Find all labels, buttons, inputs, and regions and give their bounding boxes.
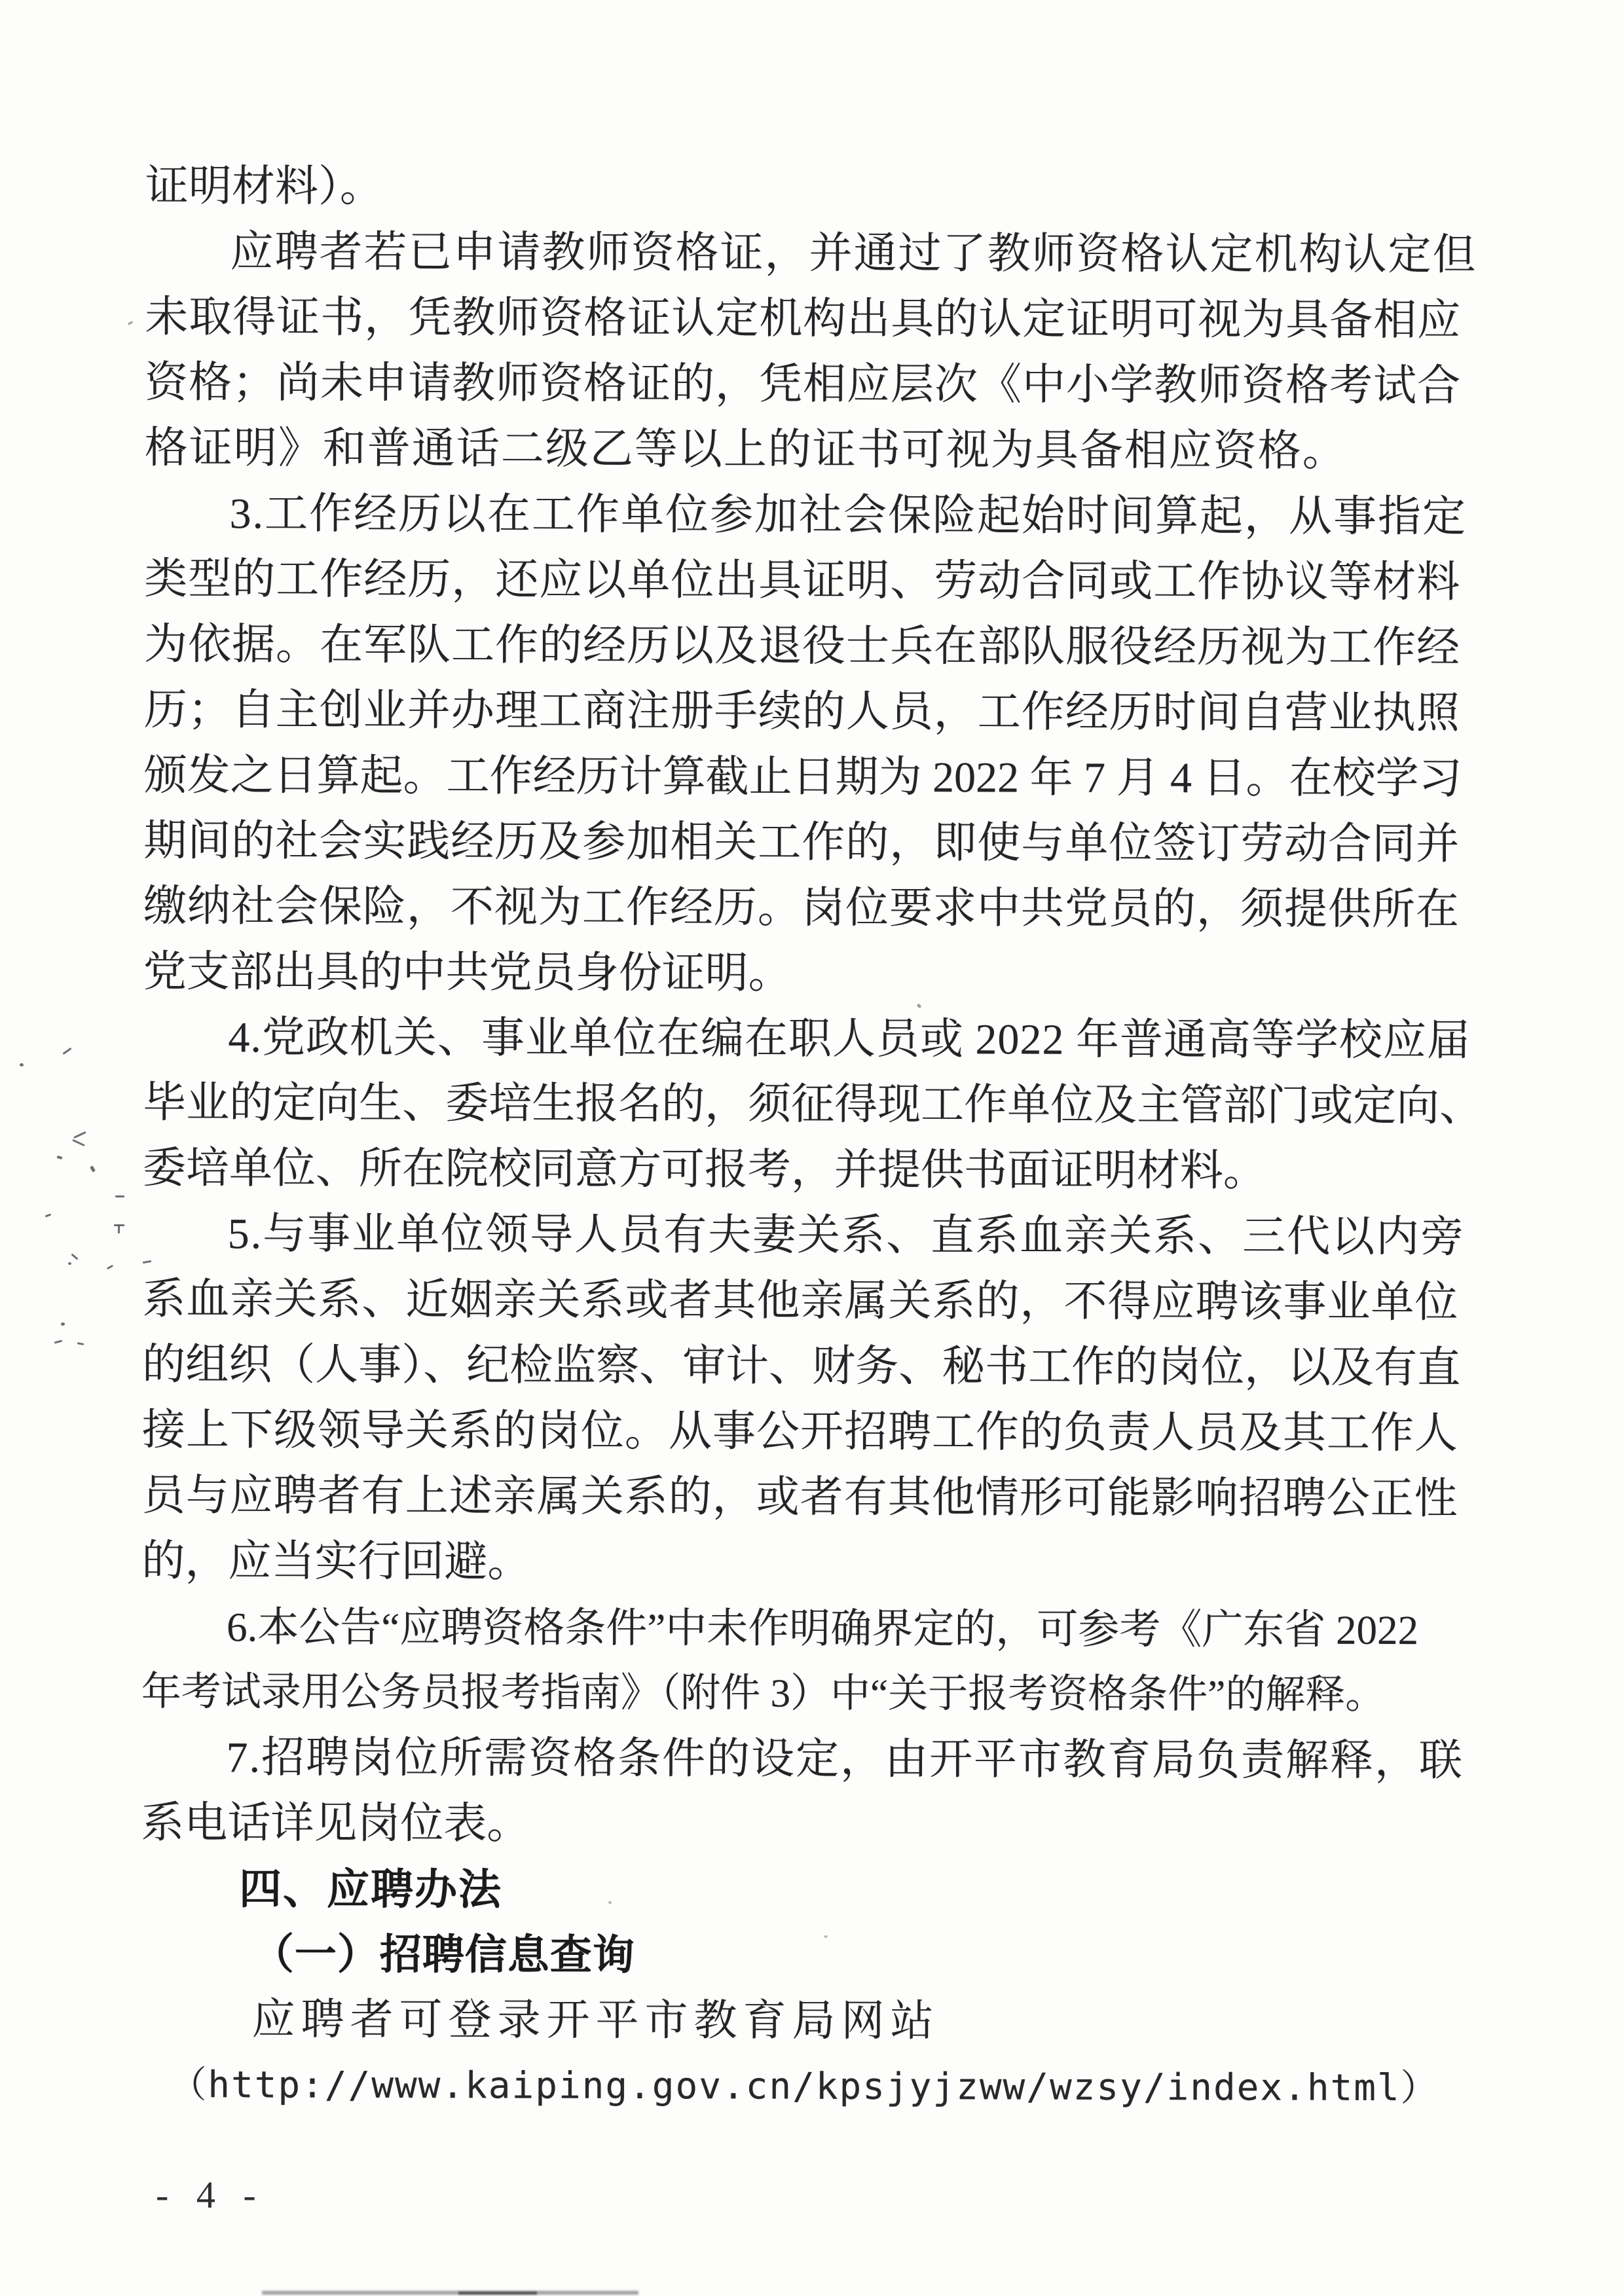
text-line-6: 3.工作经历以在工作单位参加社会保险起始时间算起，从事指定 xyxy=(229,490,1467,541)
text-line-13: 党支部出具的中共党员身份证明。 xyxy=(143,947,792,998)
text-line-23: 6.本公告“应聘资格条件”中未作明确界定的，可参考《广东省 2022 xyxy=(227,1604,1419,1654)
text-line-11: 期间的社会实践经历及参加相关工作的，即使与单位签订劳动合同并 xyxy=(143,816,1460,869)
text-line-16: 委培单位、所在院校同意方可报考，并提供书面证明材料。 xyxy=(142,1144,1267,1195)
text-line-18: 系血亲关系、近姻亲关系或者其他亲属关系的，不得应聘该事业单位 xyxy=(142,1275,1459,1327)
text-line-4: 资格；尚未申请教师资格证的，凭相应层次《中小学教师资格考试合 xyxy=(144,358,1462,410)
text-line-17: 5.与事业单位领导人员有夫妻关系、直系血亲关系、三代以内旁 xyxy=(227,1210,1466,1262)
scan-speck xyxy=(72,1139,84,1146)
scan-speck xyxy=(118,1226,120,1233)
scan-speck xyxy=(115,1195,124,1197)
scan-speck xyxy=(77,1342,84,1345)
text-line-5: 格证明》和普通话二级乙等以上的证书可视为具备相应资格。 xyxy=(144,424,1347,475)
text-line-9: 历；自主创业并办理工商注册手续的人员，工作经历时间自营业执照 xyxy=(143,685,1460,738)
document-body xyxy=(140,154,1494,2121)
section-heading-application-method: 四、应聘办法 xyxy=(238,1865,503,1914)
text-line-14: 4.党政机关、事业单位在编在职人员或 2022 年普通高等学校应届 xyxy=(228,1013,1471,1065)
text-line-29: 应聘者可登录开平市教育局网站 xyxy=(251,1995,940,2046)
scan-speck xyxy=(54,1339,62,1343)
scan-speck xyxy=(20,1063,24,1066)
text-line-19: 的组织（人事）、纪检监察、审计、财务、秘书工作的岗位，以及有直 xyxy=(142,1340,1461,1393)
text-line-2: 应聘者若已申请教师资格证，并通过了教师资格认定机构认定但 xyxy=(230,228,1477,280)
text-line-21: 员与应聘者有上述亲属关系的，或者有其他情形可能影响招聘公正性 xyxy=(141,1471,1458,1523)
scan-speck xyxy=(61,1322,65,1326)
scan-smudge xyxy=(262,2291,638,2295)
text-line-26: 系电话详见岗位表。 xyxy=(141,1798,530,1848)
website-url-text: （http://www.kaiping.gov.cn/kpsjyjzww/wzsy/index.html） xyxy=(170,2064,1439,2110)
text-line-12: 缴纳社会保险，不视为工作经历。岗位要求中共党员的，须提供所在 xyxy=(143,882,1460,934)
text-line-25: 7.招聘岗位所需资格条件的设定，由开平市教育局负责解释，联 xyxy=(226,1734,1464,1785)
scan-speck xyxy=(62,1048,71,1055)
footer-page-number: - 4 - xyxy=(156,2174,265,2216)
text-line-8: 为依据。在军队工作的经历以及退役士兵在部队服役经历视为工作经 xyxy=(143,620,1461,672)
text-line-10: 颁发之日算起。工作经历计算截止日期为 2022 年 7 月 4 日。在校学习 xyxy=(143,751,1462,803)
text-line-15: 毕业的定向生、委培生报名的，须征得现工作单位及主管部门或定向、 xyxy=(143,1078,1483,1131)
scan-speck xyxy=(71,1253,78,1260)
text-line-22: 的，应当实行回避。 xyxy=(141,1537,531,1586)
scan-speck xyxy=(608,1901,612,1904)
scan-speck xyxy=(824,1935,828,1938)
subsection-heading-recruitment-info-query: （一）招聘信息查询 xyxy=(251,1931,635,1978)
scan-speck xyxy=(128,321,133,325)
scan-speck xyxy=(45,1214,51,1218)
scan-speck xyxy=(57,1156,63,1159)
text-line-3: 未取得证书，凭教师资格证认定机构出具的认定证明可视为具备相应 xyxy=(145,293,1462,345)
text-line-7: 类型的工作经历，还应以单位出具证明、劳动合同或工作协议等材料 xyxy=(144,555,1461,607)
scan-speck xyxy=(68,1262,71,1265)
text-line-20: 接上下级领导关系的岗位。从事公开招聘工作的负责人员及其工作人 xyxy=(141,1406,1458,1458)
text-line-24: 年考试录用公务员报考指南》（附件 3）中“关于报考资格条件”的解释。 xyxy=(141,1669,1386,1717)
text-line-1: 证明材料）。 xyxy=(145,162,383,211)
scan-smudge xyxy=(458,2291,537,2295)
scan-speck xyxy=(73,1131,86,1139)
scan-speck xyxy=(107,1265,113,1270)
scan-speck xyxy=(90,1165,96,1172)
